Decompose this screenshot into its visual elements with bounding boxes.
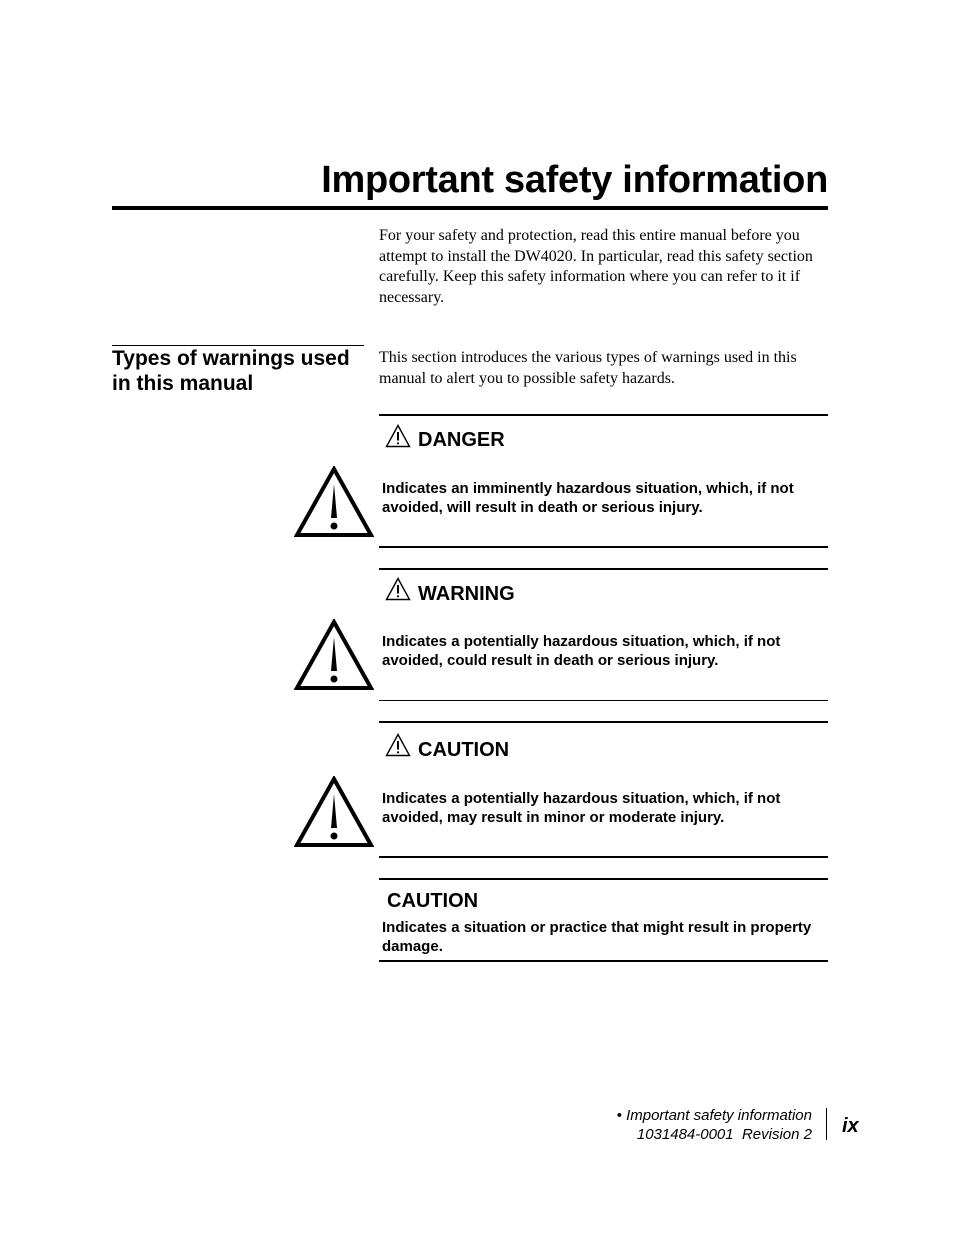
- caution-description: Indicates a potentially hazardous situation, which, if not avoided, may result in minor or moderate injury.: [382, 790, 781, 826]
- warning-description: Indicates a potentially hazardous situation, which, if not avoided, could result in death or serious injury.: [382, 633, 781, 669]
- property-caution-top-rule: [379, 878, 828, 880]
- warning-bottom-rule: [379, 700, 828, 701]
- warning-label: WARNING: [418, 583, 515, 605]
- section-paragraph: This section introduces the various types of warnings used in this manual to alert you to possible safety hazards.: [379, 349, 797, 387]
- caution-bottom-rule: [379, 856, 828, 858]
- caution-top-rule: [379, 721, 828, 723]
- footer-section-ref: • Important safety information: [616, 1107, 812, 1124]
- title-rule: [112, 206, 828, 210]
- warning-triangle-icon: [385, 733, 411, 757]
- warning-top-rule: [379, 568, 828, 570]
- property-caution-bottom-rule: [379, 960, 828, 962]
- danger-bottom-rule: [379, 546, 828, 548]
- footer-doc-number: 1031484-0001 Revision 2: [636, 1126, 812, 1143]
- property-caution-label: CAUTION: [387, 890, 479, 912]
- danger-triangle-icon: [294, 466, 374, 538]
- danger-label: DANGER: [418, 429, 505, 451]
- property-caution-description: Indicates a situation or practice that might result in property damage.: [382, 919, 812, 955]
- page-title: Important safety information: [321, 159, 828, 201]
- warning-triangle-icon: [385, 424, 411, 448]
- danger-top-rule: [379, 414, 828, 416]
- danger-description: Indicates an imminently hazardous situation, which, if not avoided, will result in death or serious injury.: [382, 480, 794, 516]
- footer-divider: [826, 1108, 827, 1140]
- section-heading: Types of warnings used in this manual: [112, 347, 350, 395]
- page-number: ix: [842, 1115, 859, 1137]
- warning-big-triangle-icon: [294, 619, 374, 691]
- caution-label: CAUTION: [418, 739, 510, 761]
- warning-triangle-icon: [385, 577, 411, 601]
- caution-big-triangle-icon: [294, 776, 374, 848]
- intro-paragraph: For your safety and protection, read this entire manual before you attempt to install the DW4020. In particular, read this safety section carefully. Keep this safety information where you can refer to it if necessary.: [379, 227, 813, 306]
